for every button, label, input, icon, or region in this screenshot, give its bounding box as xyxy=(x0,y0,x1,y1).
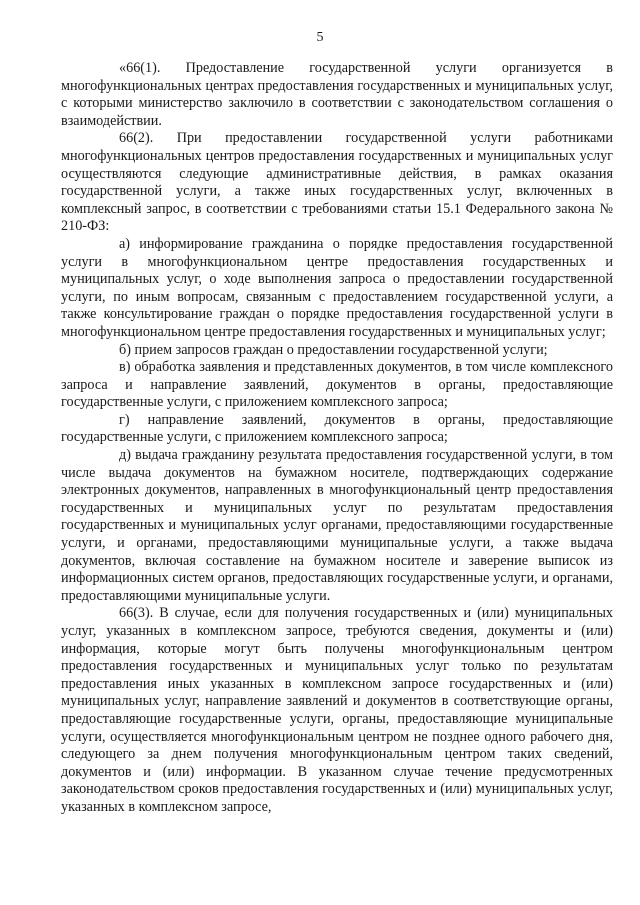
page-number: 5 xyxy=(316,30,324,45)
list-item-b: б) прием запросов граждан о предоставлении государственной услуги; xyxy=(119,341,548,358)
list-item-a: а) информирование гражданина о порядке предоставления государственной услуги в многофункциональном центре предоставления государственных и муниципальных услуг, о ходе выполнения запроса о предоставлении государственной услуги, по иным вопросам, связанным с предоставлением государственной услуги, а также консультирование граждан о порядке предоставления государственной услуги в многофункциональном центре предоставления государственных и муниципальных услуг; xyxy=(61,235,613,340)
list-item-g: г) направление заявлений, документов в органы, предоставляющие государственные услуги, с приложением комплексного запроса; xyxy=(61,411,613,446)
list-item-v: в) обработка заявления и представленных документов, в том числе комплексного запроса и направление заявлений, документов в органы, предоставляющие государственные услуги, с приложением комплексного запроса; xyxy=(61,359,613,411)
paragraph-66-1: «66(1). Предоставление государственной услуги организуется в многофункциональных центрах предоставления государственных и муниципальных услуг, с которыми министерство заключило в соответствии с законодательством соглашения о взаимодействии. xyxy=(61,60,613,129)
paragraph-66-3: 66(3). В случае, если для получения государственных и (или) муниципальных услуг, указанных в комплексном запросе, требуются сведения, документы и (или) информация, которые могут быть получены многофункциональным центром предоставления государственных и муниципальных услуг только по результатам предоставления иных указанных в комплексном запросе государственных и (или) муниципальных услуг, направление заявлений и документов в соответствующие органы, предоставляющие государственные услуги, органы, предоставляющие муниципальные услуги, осуществляется многофункциональным центром не позднее одного рабочего дня, следующего за днем получения многофункциональным центром таких сведений, документов и (или) информации. В указанном случае течение предусмотренных законодательством сроков предоставления государственных и (или) муниципальных услуг, указанных в комплексном запросе, xyxy=(61,605,613,815)
list-item-d: д) выдача гражданину результата предоставления государственной услуги, в том числе выдача документов на бумажном носителе, подтверждающих содержание электронных документов, направленных в многофункциональный центр предоставления государственных и муниципальных услуг по результатам предоставления государственных и муниципальных услуг органами, предоставляющими государственные услуги, и органами, предоставляющими муниципальные услуги, а также выдача документов, включая составление на бумажном носителе и заверение выписок из информационных систем органов, предоставляющих государственные услуги, и органами, предоставляющими муниципальные услуги. xyxy=(61,447,613,604)
paragraph-66-2: 66(2). При предоставлении государственной услуги работниками многофункциональных центров предоставления государственных и муниципальных услуг осуществляются следующие административные действия, в рамках оказания государственной услуги, а также иных государственных услуг, включенных в комплексный запрос, в соответствии с требованиями статьи 15.1 Федерального закона № 210-ФЗ: xyxy=(61,130,613,235)
document-body xyxy=(61,60,613,817)
